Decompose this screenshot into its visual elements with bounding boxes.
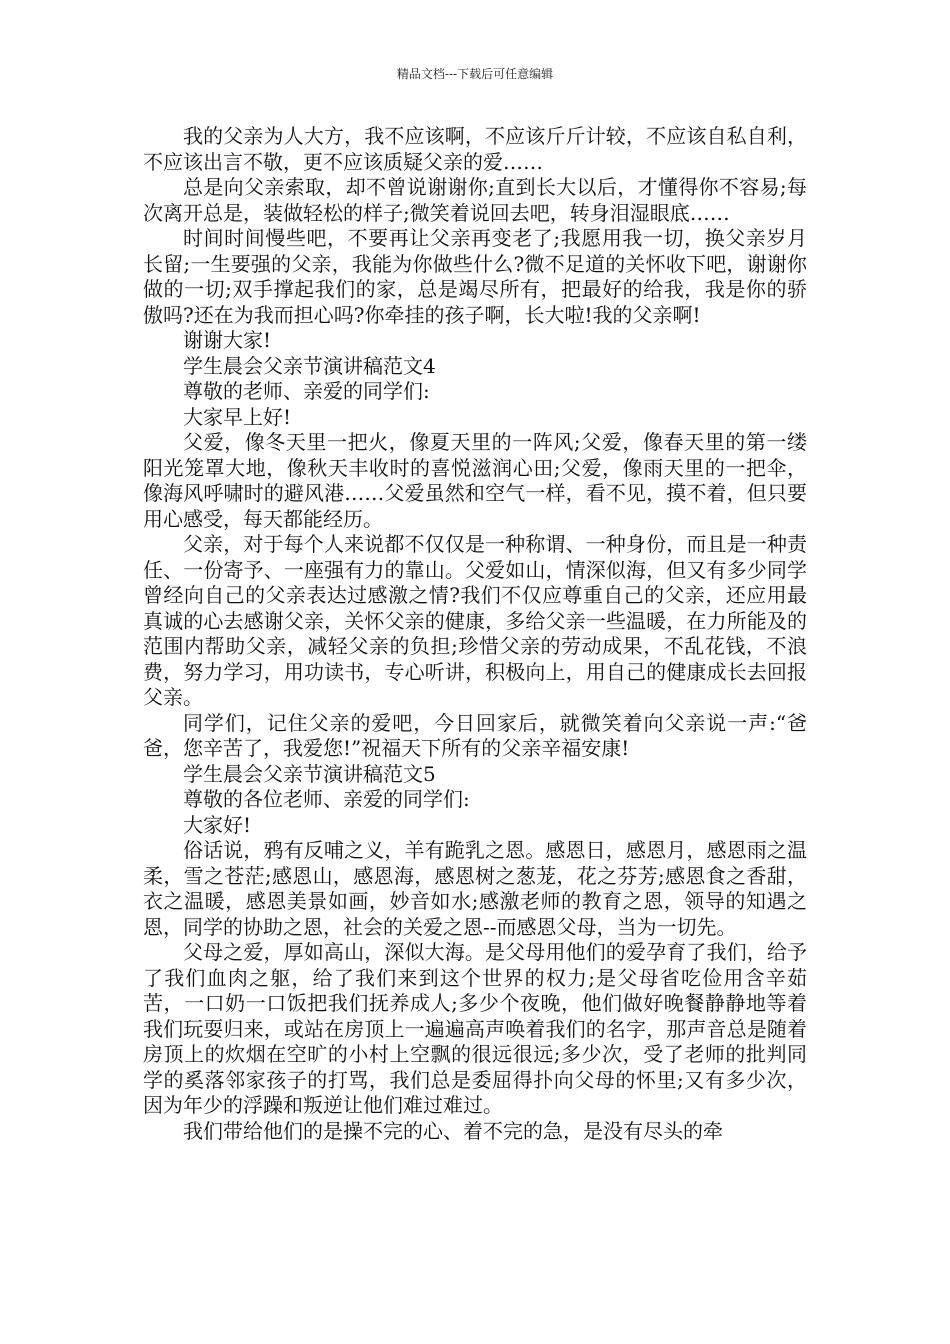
- paragraph: 俗话说，鸦有反哺之义，羊有跪乳之恩。感恩日，感恩月，感恩雨之温柔，雪之苍茫;感恩山，感恩海，感恩树之葱茏，花之芬芳;感恩食之香甜，衣之温暖，感恩美景如画，妙音如水;感激老师的教育之恩，领导的知遇之恩，同学的协助之恩，社会的关爱之恩--而感恩父母，当为一切先。: [143, 838, 807, 939]
- paragraph: 总是向父亲索取，却不曾说谢谢你;直到长大以后，才懂得你不容易;每次离开总是，装做轻松的样子;微笑着说回去吧，转身泪湿眼底……: [143, 175, 807, 225]
- greeting: 大家早上好!: [183, 404, 292, 429]
- paragraph: 父亲，对于每个人来说都不仅仅是一种称谓、一种身份，而且是一种责任、一份寄予、一座强有力的靠山。父爱如山，情深似海，但又有多少同学曾经向自己的父亲表达过感激之情?我们不仅应尊重自己的父亲，还应用最真诚的心去感谢父亲，关怀父亲的健康，多给父亲一些温暖，在力所能及的范围内帮助父亲，减轻父亲的负担;珍惜父亲的劳动成果，不乱花钱，不浪费，努力学习，用功读书，专心听讲，积极向上，用自己的健康成长去回报父亲。: [143, 532, 807, 709]
- paragraph: 时间时间慢些吧，不要再让父亲再变老了;我愿用我一切，换父亲岁月长留;一生要强的父亲，我能为你做些什么?微不足道的关怀收下吧，谢谢你做的一切;双手撑起我们的家，总是竭尽所有，把最好的给我，我是你的骄傲吗?还在为我而担心吗?你牵挂的孩子啊，长大啦!我的父亲啊!: [143, 226, 807, 327]
- greeting: 大家好!: [183, 812, 252, 837]
- paragraph: 同学们，记住父亲的爱吧，今日回家后，就微笑着向父亲说一声:“爸爸，您辛苦了，我爱您!”祝福天下所有的父亲辛福安康!: [143, 710, 807, 760]
- paragraph: 我的父亲为人大方，我不应该啊，不应该斤斤计较，不应该自私自利，不应该出言不敬，更不应该质疑父亲的爱……: [143, 124, 807, 174]
- salutation: 尊敬的各位老师、亲爱的同学们:: [183, 787, 470, 811]
- section-title: 学生晨会父亲节演讲稿范文4: [183, 353, 436, 378]
- paragraph: 谢谢大家!: [183, 328, 272, 352]
- paragraph: 父母之爱，厚如高山，深似大海。是父母用他们的爱孕育了我们，给予了我们血肉之躯，给了我们来到这个世界的权力;是父母省吃俭用含辛茹苦，一口奶一口饭把我们抚养成人;多少个夜晚，他们做好晚餐静静地等着我们玩耍归来，或站在房顶上一遍遍高声唤着我们的名字，那声音总是随着房顶上的炊烟在空旷的小村上空飘的很远很远;多少次，受了老师的批判同学的奚落邻家孩子的打骂，我们总是委屈得扑向父母的怀里;又有多少次，因为年少的浮躁和叛逆让他们难过难过。: [143, 940, 807, 1117]
- paragraph: 父爱，像冬天里一把火，像夏天里的一阵风;父爱，像春天里的第一缕阳光笼罩大地，像秋天丰收时的喜悦滋润心田;父爱，像雨天里的一把伞，像海风呼啸时的避风港……父爱虽然和空气一样，看不见，摸不着，但只要用心感受，每天都能经历。: [143, 430, 807, 531]
- document-body: [143, 124, 807, 1144]
- page-header: 精品文档---下载后可任意编辑: [396, 67, 554, 81]
- salutation: 尊敬的老师、亲爱的同学们:: [183, 379, 430, 403]
- section-title: 学生晨会父亲节演讲稿范文5: [183, 761, 436, 786]
- paragraph: 我们带给他们的是操不完的心、着不完的急，是没有尽头的牵: [183, 1118, 723, 1143]
